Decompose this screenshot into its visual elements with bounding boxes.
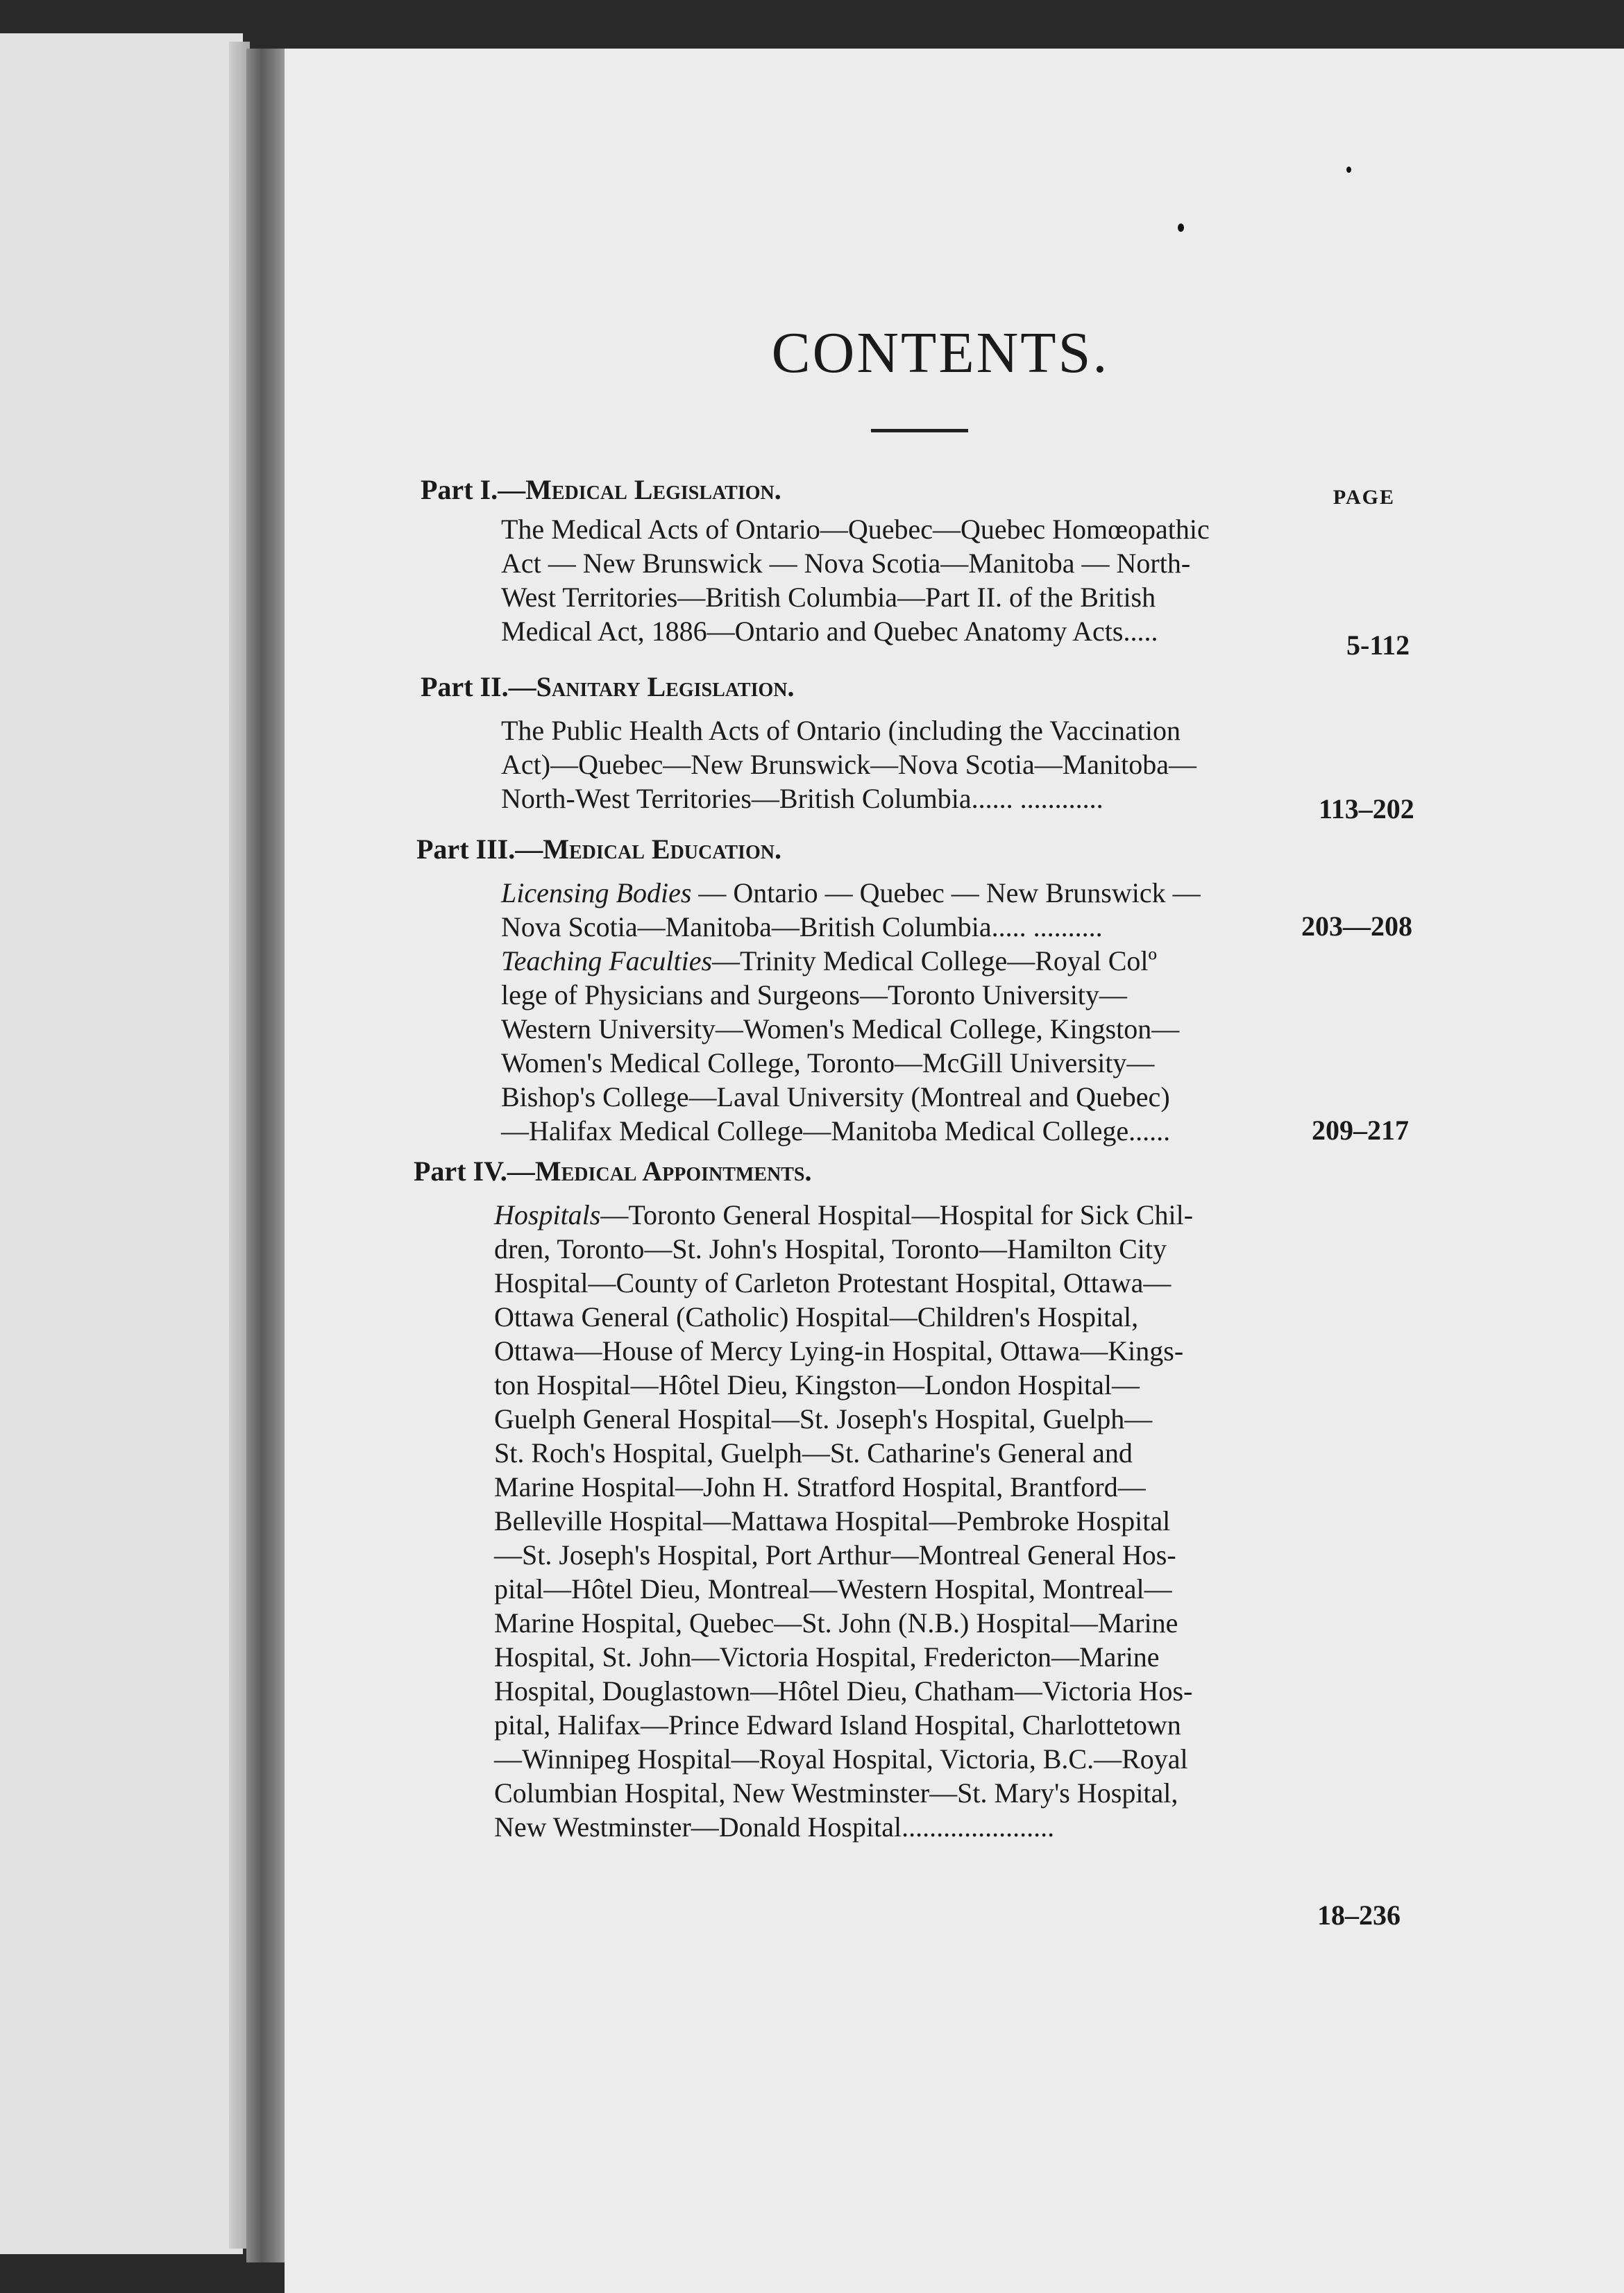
- entry-line: Nova Scotia—Manitoba—British Columbia..... ..........: [501, 911, 1103, 942]
- entry-line: The Medical Acts of Ontario—Quebec—Quebec Homœopathic: [501, 514, 1210, 545]
- part-heading: [421, 670, 795, 703]
- entry-line: The Public Health Acts of Ontario (including the Vaccination: [501, 715, 1181, 746]
- page-range: 18–236: [1317, 1899, 1401, 1931]
- contents-page: [285, 49, 1624, 2293]
- entry-line: Hospital—County of Carleton Protestant Hospital, Ottawa—: [494, 1267, 1172, 1298]
- page-range: 209–217: [1312, 1115, 1409, 1146]
- entry-line: Licensing Bodies — Ontario — Quebec — New Brunswick —: [501, 877, 1201, 908]
- entry-line: —St. Joseph's Hospital, Port Arthur—Montreal General Hos-: [494, 1539, 1176, 1571]
- part-name: Medical Education.: [543, 834, 781, 865]
- page-title: CONTENTS.: [771, 321, 1110, 385]
- toc-entry: [501, 944, 1320, 1148]
- part-number: Part IV.—: [414, 1156, 535, 1187]
- entry-line: Hospitals—Toronto General Hospital—Hospital for Sick Chil-: [494, 1199, 1194, 1230]
- toc-entry: [494, 1198, 1313, 1844]
- part-number: Part II.—: [421, 671, 536, 702]
- entry-line: ton Hospital—Hôtel Dieu, Kingston—London Hospital—: [494, 1369, 1140, 1401]
- entry-line: —Winnipeg Hospital—Royal Hospital, Victoria, B.C.—Royal: [494, 1743, 1188, 1775]
- page-range: 113–202: [1319, 793, 1414, 824]
- entry-line: Teaching Faculties—Trinity Medical College—Royal Colº: [501, 945, 1157, 976]
- facing-page: [0, 33, 243, 2254]
- entry-line: North-West Territories—British Columbia...... ............: [501, 783, 1103, 814]
- ink-speck: [1346, 167, 1351, 173]
- part-number: Part III.—: [416, 834, 543, 865]
- part-name: Medical Legislation.: [525, 474, 781, 505]
- entry-line: pital—Hôtel Dieu, Montreal—Western Hospital, Montreal—: [494, 1573, 1172, 1605]
- entry-line: Hospital, St. John—Victoria Hospital, Fredericton—Marine: [494, 1641, 1160, 1673]
- part-heading: [421, 473, 781, 506]
- entry-line: Guelph General Hospital—St. Joseph's Hospital, Guelph—: [494, 1403, 1153, 1435]
- toc-entry: [501, 713, 1320, 815]
- part-name: Medical Appointments.: [534, 1156, 812, 1187]
- entry-line: lege of Physicians and Surgeons—Toronto University—: [501, 979, 1127, 1010]
- title-rule: [871, 429, 968, 432]
- entry-line: Bishop's College—Laval University (Montreal and Quebec): [501, 1081, 1170, 1112]
- ink-speck: [1178, 223, 1184, 232]
- entry-line: West Territories—British Columbia—Part II. of the British: [501, 582, 1156, 613]
- entry-line: dren, Toronto—St. John's Hospital, Toronto—Hamilton City: [494, 1233, 1167, 1264]
- entry-line: St. Roch's Hospital, Guelph—St. Catharine's General and: [494, 1437, 1133, 1469]
- entry-lead: Licensing Bodies: [501, 877, 692, 908]
- part-heading: [414, 1155, 812, 1187]
- page-column-label: PAGE: [1333, 486, 1395, 509]
- entry-line: —Halifax Medical College—Manitoba Medical College......: [501, 1115, 1171, 1146]
- part-number: Part I.—: [421, 474, 526, 505]
- toc-entry: [501, 512, 1320, 648]
- entry-line: Belleville Hospital—Mattawa Hospital—Pembroke Hospital: [494, 1505, 1171, 1537]
- entry-line: Marine Hospital—John H. Stratford Hospital, Brantford—: [494, 1471, 1146, 1503]
- entry-line: pital, Halifax—Prince Edward Island Hospital, Charlottetown: [494, 1709, 1181, 1741]
- entry-lead: Teaching Faculties: [501, 945, 713, 976]
- part-name: Sanitary Legislation.: [536, 671, 795, 702]
- entry-line: Hospital, Douglastown—Hôtel Dieu, Chatham—Victoria Hos-: [494, 1675, 1193, 1707]
- part-heading: [416, 833, 781, 865]
- page-range: 5-112: [1346, 629, 1410, 661]
- toc-entry: [501, 876, 1320, 944]
- entry-line: Act)—Quebec—New Brunswick—Nova Scotia—Manitoba—: [501, 749, 1196, 780]
- entry-line: Medical Act, 1886—Ontario and Quebec Anatomy Acts.....: [501, 616, 1158, 647]
- entry-line: Ottawa General (Catholic) Hospital—Children's Hospital,: [494, 1301, 1139, 1332]
- entry-lead: Hospitals: [494, 1199, 601, 1230]
- entry-line: Marine Hospital, Quebec—St. John (N.B.) Hospital—Marine: [494, 1607, 1178, 1639]
- entry-line: New Westminster—Donald Hospital......................: [494, 1811, 1055, 1843]
- entry-line: Columbian Hospital, New Westminster—St. Mary's Hospital,: [494, 1777, 1178, 1809]
- entry-line: Western University—Women's Medical College, Kingston—: [501, 1013, 1180, 1044]
- entry-line: Women's Medical College, Toronto—McGill University—: [501, 1047, 1155, 1078]
- page-range: 203—208: [1301, 911, 1412, 942]
- entry-line: Act — New Brunswick — Nova Scotia—Manitoba — North-: [501, 548, 1191, 579]
- entry-line: Ottawa—House of Mercy Lying-in Hospital, Ottawa—Kings-: [494, 1335, 1184, 1367]
